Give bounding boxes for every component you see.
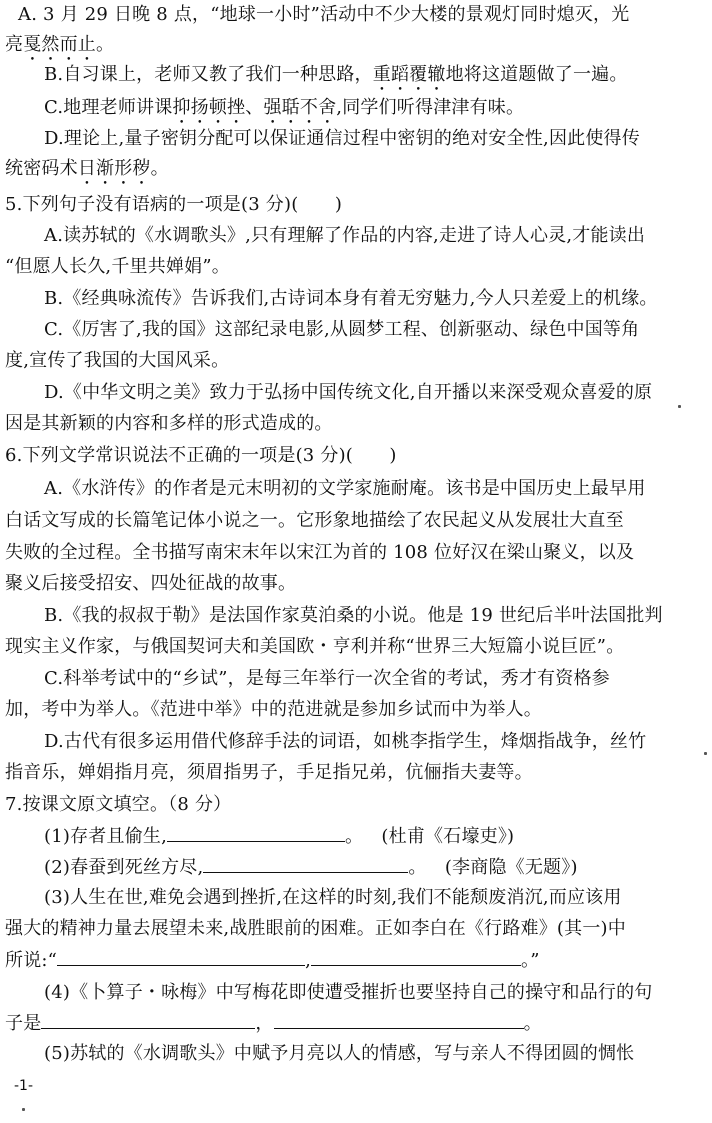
q4-option-c <box>44 97 524 128</box>
q6-stem: 6.下列文学常识说法不正确的一项是(3 分)( ) <box>5 445 397 466</box>
page-number: -1- <box>14 1078 34 1094</box>
q4-option-d-line2 <box>5 158 169 189</box>
q7-item-3-separator: , <box>305 950 311 971</box>
q4-option-a-line2 <box>5 34 114 65</box>
q7-item-3-blank-2[interactable] <box>311 949 521 966</box>
q5-option-a-line2: “但愿人长久,千里共婵娟”。 <box>5 256 230 277</box>
q4-b-text-pre: B.自习课上，老师又教了我们一种思路， <box>44 64 373 85</box>
scan-speck <box>22 1108 25 1111</box>
q6-option-a-line2: 白话文写成的长篇笔记体小说之一。它形象地描绘了农民起义从发展壮大直至 <box>5 510 624 531</box>
q6-option-c-line2: 加，考中为举人。《范进中举》中的范进就是参加乡试而中为举人。 <box>5 699 542 720</box>
q7-item-3-line1: (3)人生在世,难免会遇到挫折,在这样的时刻,我们不能颓废消沉,而应该用 <box>44 887 622 908</box>
q7-item-2-source: 。 (李商隐《无题》) <box>408 857 578 878</box>
q5-option-b: B.《经典咏流传》告诉我们,古诗词本身有着无穷魅力,今人只差爱上的机缘。 <box>44 288 658 309</box>
q4-option-a-line1: A. 3 月 29 日晚 8 点，“地球一小时”活动中不少大楼的景观灯同时熄灭，光 <box>18 4 630 25</box>
q7-item-4-prompt: 子是 <box>5 1013 42 1034</box>
q5-option-d-line2: 因是其新颖的内容和多样的形式造成的。 <box>5 413 333 434</box>
q7-item-3-blank-1[interactable] <box>57 949 305 966</box>
q5-stem: 5.下列句子没有语病的一项是(3 分)( ) <box>5 194 343 215</box>
q6-option-d-line2: 指音乐，婵娟指月亮，须眉指男子，手足指兄弟，伉俪指夫妻等。 <box>5 762 533 783</box>
q4-d-text-post: 。 <box>150 158 169 179</box>
q6-option-b-line2: 现实主义作家，与俄国契诃夫和美国欧・亨利并称“世界三大短篇小说巨匠”。 <box>5 636 625 657</box>
q7-item-3-prompt: 所说:“ <box>5 950 58 971</box>
q7-stem: 7.按课文原文填空。（8 分） <box>5 794 232 815</box>
q7-item-4-separator: ， <box>255 1013 274 1034</box>
q5-option-c-line1: C.《厉害了,我的国》这部纪录电影,从圆梦工程、创新驱动、绿色中国等角 <box>44 319 640 340</box>
q6-option-a-line4: 聚义后接受招安、四处征战的故事。 <box>5 573 297 594</box>
q6-option-c-line1: C.科举考试中的“乡试”，是每三年举行一次全省的考试，秀才有资格参 <box>44 668 610 689</box>
q4-b-dotted-phrase: 重蹈覆辙 <box>372 64 446 85</box>
q4-option-b <box>44 64 628 95</box>
q5-option-a-line1: A.读苏轼的《水调歌头》,只有理解了作品的内容,走进了诗人心灵,才能读出 <box>44 225 646 246</box>
q4-a-text-post: 。 <box>96 34 115 55</box>
q4-b-text-post: 地将这道题做了一遍。 <box>445 64 628 85</box>
q7-item-4-blank-2[interactable] <box>274 1012 524 1029</box>
q7-item-1-prompt: (1)存者且偷生, <box>44 826 168 847</box>
q7-item-4-line2 <box>5 1012 542 1035</box>
q4-c-dotted-phrase-2: 强聒不舍 <box>263 97 337 118</box>
q4-c-text-post: ,同学们听得津津有味。 <box>336 97 525 118</box>
q7-item-3-line3 <box>5 949 540 972</box>
q4-a-text-pre: 亮 <box>5 34 24 55</box>
q6-option-a-line1: A.《水浒传》的作者是元末明初的文学家施耐庵。该书是中国历史上最早用 <box>44 478 646 499</box>
q7-item-4-end: 。 <box>523 1013 542 1034</box>
q4-d-dotted-phrase: 日渐形秽 <box>77 158 151 179</box>
scan-speck <box>704 752 707 755</box>
q7-item-2 <box>44 856 578 879</box>
q7-item-3-line2: 强大的精神力量去展望未来,战胜眼前的困难。正如李白在《行路难》(其一)中 <box>5 918 626 939</box>
q4-c-text-pre: C.地理老师讲课 <box>44 97 173 118</box>
q7-item-4-blank-1[interactable] <box>41 1012 255 1029</box>
q7-item-1-blank[interactable] <box>167 825 345 842</box>
q4-d-text-pre: 统密码术 <box>5 158 78 179</box>
q5-option-c-line2: 度,宣传了我国的大国风采。 <box>5 350 230 371</box>
q6-option-d-line1: D.古代有很多运用借代修辞手法的词语，如桃李指学生，烽烟指战争，丝竹 <box>44 731 647 752</box>
q5-option-d-line1: D.《中华文明之美》致力于弘扬中国传统文化,自开播以来深受观众喜爱的原 <box>44 382 653 403</box>
scan-speck <box>678 405 681 408</box>
q7-item-2-blank[interactable] <box>203 856 408 873</box>
q4-c-dotted-phrase-1: 抑扬顿挫 <box>172 97 246 118</box>
q7-item-2-prompt: (2)春蚕到死丝方尽, <box>44 857 204 878</box>
q4-option-d-line1: D.理论上,量子密钥分配可以保证通信过程中密钥的绝对安全性,因此使得传 <box>44 128 640 149</box>
q6-option-a-line3: 失败的全过程。全书描写南宋末年以宋江为首的 108 位好汉在梁山聚义，以及 <box>5 542 635 563</box>
q4-c-text-mid: 、 <box>245 97 264 118</box>
q7-item-3-end: 。” <box>521 950 540 971</box>
q7-item-1 <box>44 825 514 848</box>
q6-option-b-line1: B.《我的叔叔于勒》是法国作家莫泊桑的小说。他是 19 世纪后半叶法国批判 <box>44 605 663 626</box>
q7-item-4-line1: (4)《卜算子・咏梅》中写梅花即使遭受摧折也要坚持自己的操守和品行的句 <box>44 982 653 1003</box>
q7-item-1-source: 。 (杜甫《石壕吏》) <box>345 826 515 847</box>
q7-item-5-line1: (5)苏轼的《水调歌头》中赋予月亮以人的情感，写与亲人不得团圆的惆怅 <box>44 1043 635 1064</box>
q4-a-dotted-phrase: 戛然而止 <box>23 34 97 55</box>
